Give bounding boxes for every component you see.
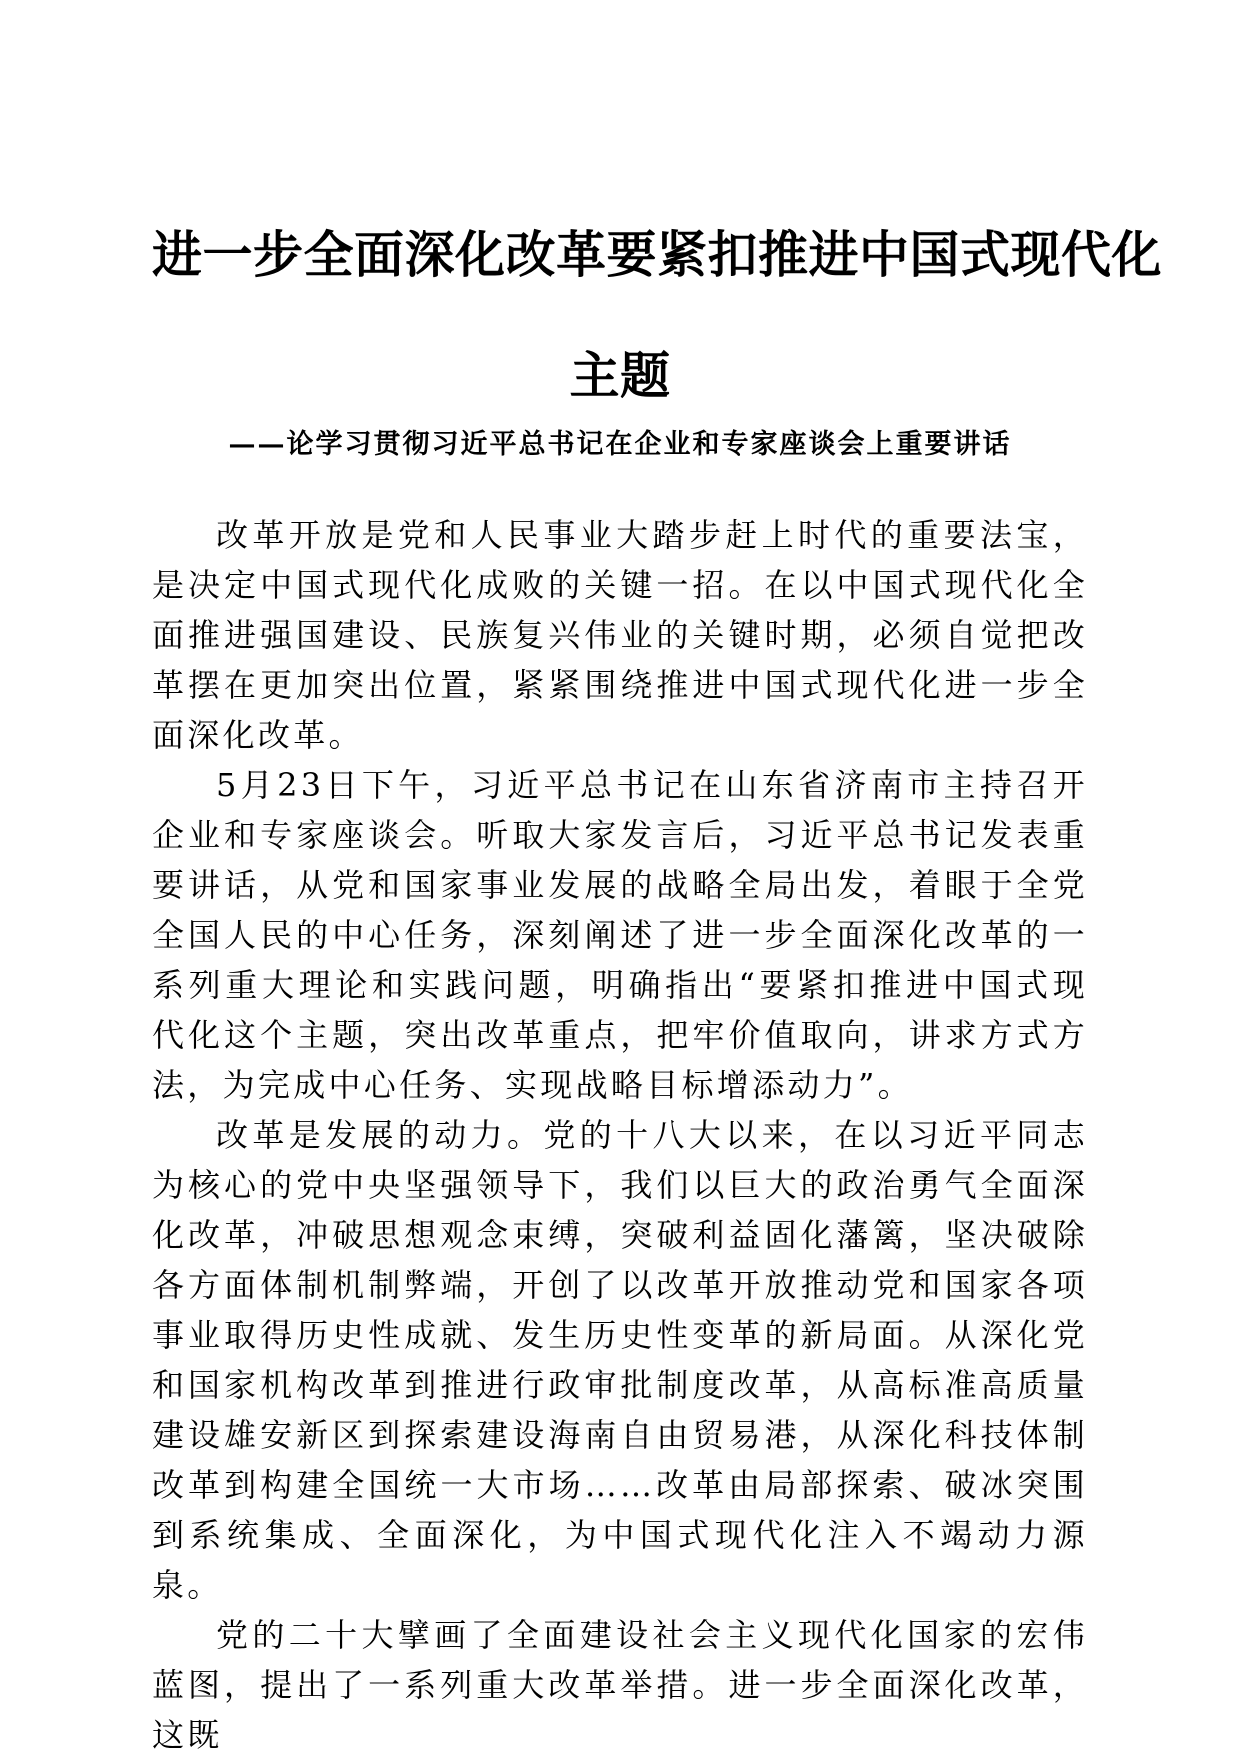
body-paragraph: 改革开放是党和人民事业大踏步赶上时代的重要法宝，是决定中国式现代化成败的关键一招。在以中国式现代化全面推进强国建设、民族复兴伟业的关键时期，必须自觉把改革摆在更加突出位置，紧紧围绕推进中国式现代化进一步全面深化改革。 (152, 516, 1088, 754)
body-paragraph: 5月23日下午，习近平总书记在山东省济南市主持召开企业和专家座谈会。听取大家发言后，习近平总书记发表重要讲话，从党和国家事业发展的战略全局出发，着眼于全党全国人民的中心任务，深刻阐述了进一步全面深化改革的一系列重大理论和实践问题，明确指出“要紧扣推进中国式现代化这个主题，突出改革重点，把牢价值取向，讲求方式方法，为完成中心任务、实现战略目标增添动力”。 (152, 766, 1088, 1104)
document-body (152, 510, 1088, 1760)
document-subtitle: ——论学习贯彻习近平总书记在企业和专家座谈会上重要讲话 (228, 429, 1012, 460)
document-title-line-1: 进一步全面深化改革要紧扣推进中国式现代化 (152, 225, 1162, 284)
document-title-line-2: 主题 (569, 346, 671, 405)
body-paragraph: 改革是发展的动力。党的十八大以来，在以习近平同志为核心的党中央坚强领导下，我们以巨大的政治勇气全面深化改革，冲破思想观念束缚，突破利益固化藩篱，坚决破除各方面体制机制弊端，开创了以改革开放推动党和国家各项事业取得历史性成就、发生历史性变革的新局面。从深化党和国家机构改革到推进行政审批制度改革，从高标准高质量建设雄安新区到探索建设海南自由贸易港，从深化科技体制改革到构建全国统一大市场……改革由局部探索、破冰突围到系统集成、全面深化，为中国式现代化注入不竭动力源泉。 (152, 1116, 1088, 1604)
body-paragraph: 党的二十大擘画了全面建设社会主义现代化国家的宏伟蓝图，提出了一系列重大改革举措。进一步全面深化改革，这既 (152, 1616, 1088, 1754)
